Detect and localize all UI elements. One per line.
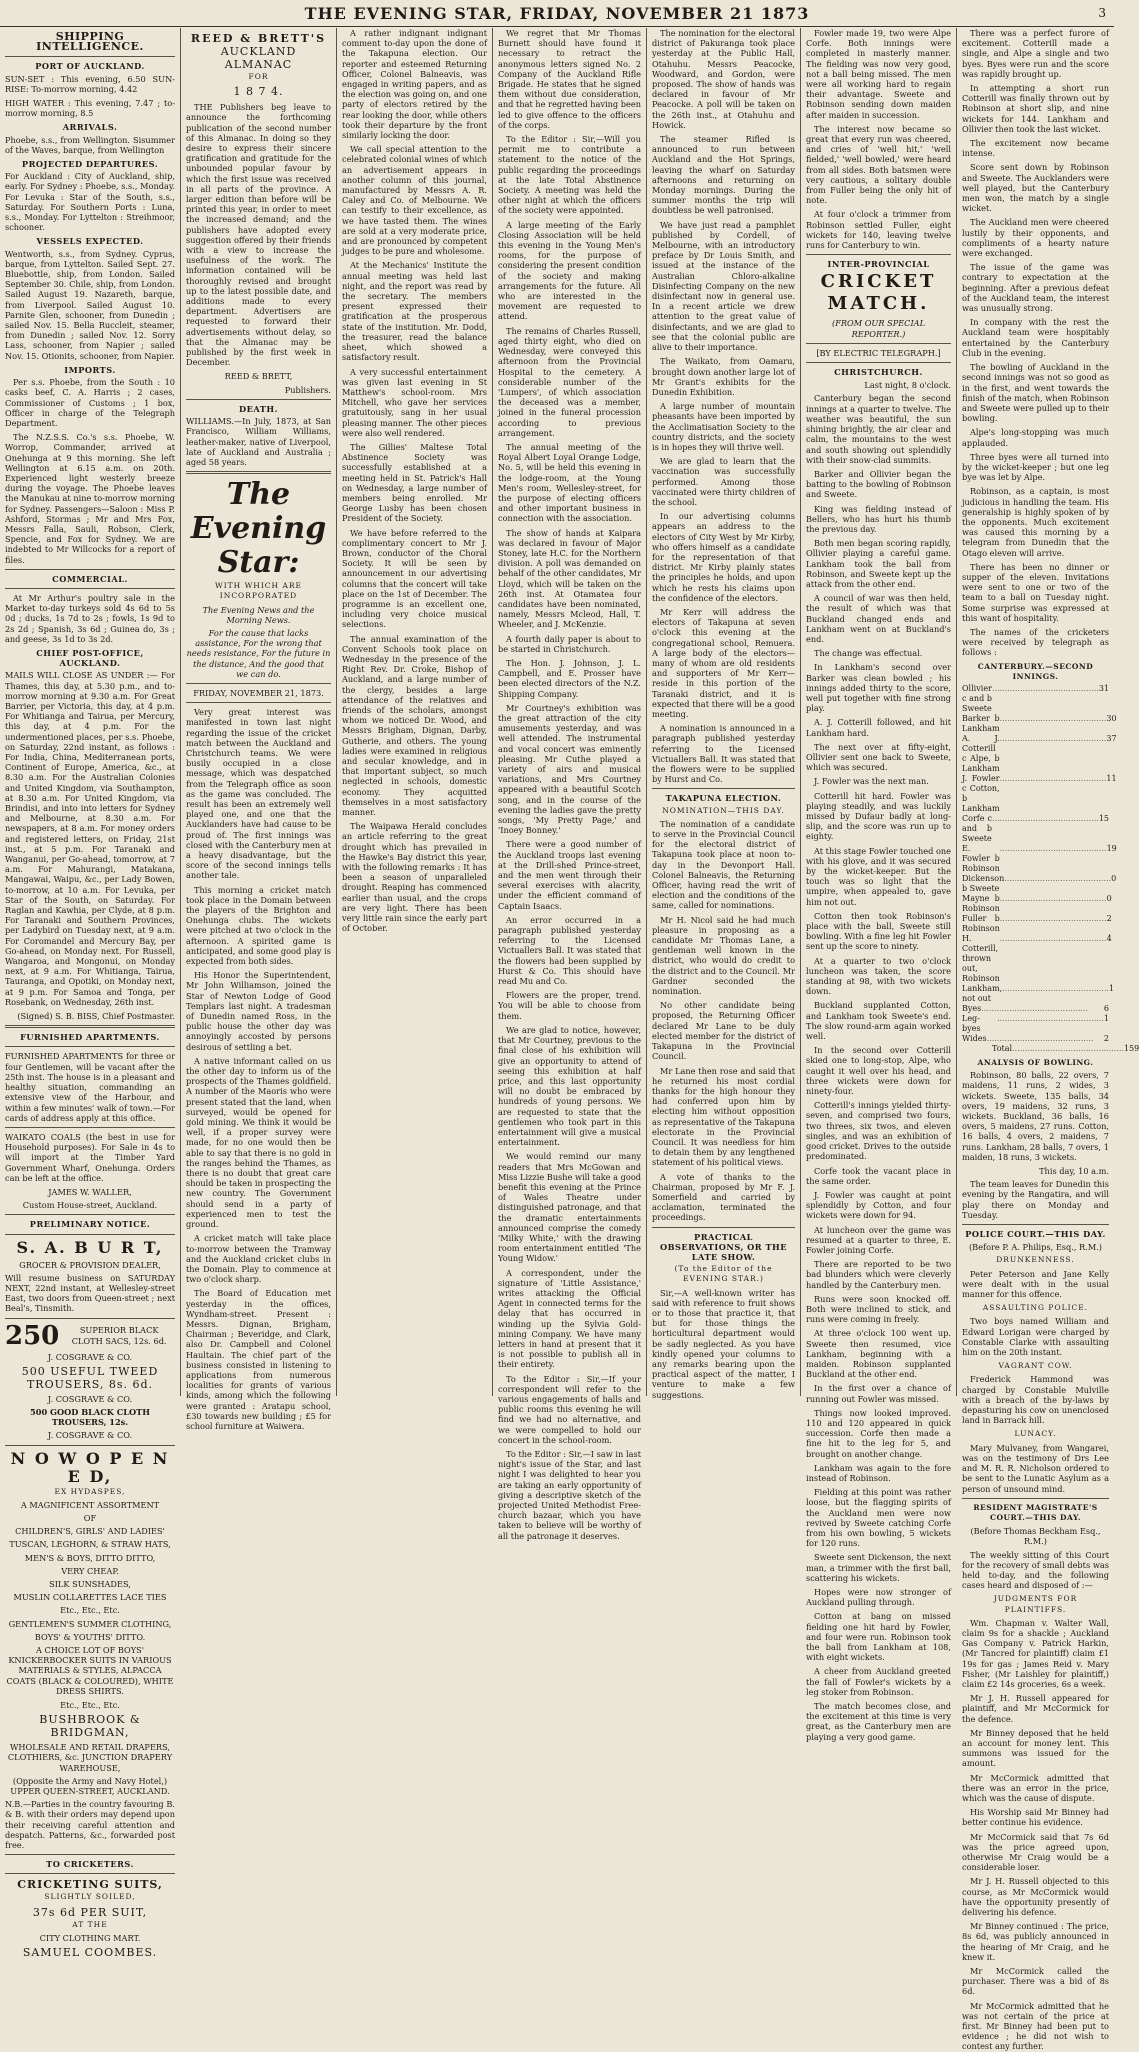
cricket-p28: Sweete sent Dickenson, the next man, a trimmer with the first ball, scattering his wickets. — [806, 1552, 951, 1583]
firm-address: (Opposite the Army and Navy Hotel,) UPPER QUEEN-STREET, AUCKLAND. — [10, 1775, 170, 1797]
shipping-heading: SHIPPING INTELLIGENCE. — [36, 30, 144, 54]
almanac-publishers: Publishers. — [284, 384, 331, 395]
cricket-p43: Robinson, as a captain, is most judicious in handling the team. His generalship is highly spoken of by the opponents. Much excitement was caused this morning by a telegram from Dunedin that the Otago eleven will arrive. — [962, 486, 1109, 558]
takapuna-sub: NOMINATION—THIS DAY. — [662, 805, 785, 815]
opened-line: OF — [83, 1512, 97, 1523]
resident-p9: Mr McCormick admitted that he was not certain of the price at first. Mr Binney had been put to evidence ; he did not wish to contest any further. — [962, 2000, 1109, 2052]
practical-text: Sir,—A well-known writer has said with reference to fruit shows or to those that practice it, that but for those things the horticultural department would be sadly neglected. As you have kindly opened your columns to any remarks bearing upon the practical aspect of the matter, I venture to make a few suggestions. — [652, 1287, 795, 1400]
judgments-heading: JUDGMENTS FOR PLAINTIFFS. — [993, 1594, 1078, 1614]
cricket-p18: Corfe took the vacant place in the same order. — [806, 1165, 951, 1186]
analysis-heading: ANALYSIS OF BOWLING. — [977, 1057, 1094, 1067]
resident-text: The weekly sitting of this Court for the recovery of small debts was held to-day, and the following cases heard and disposed of :— — [962, 1549, 1109, 1591]
cricket-p1: Canterbury began the second innings at a quarter to twelve. The weather was beautiful, the sun shining brightly, the air clear and calm, the mountains to the west and south showing out splendidly with their snow-clad summits. — [806, 393, 951, 465]
cricket-p31: The interest now became so great that every run was cheered, and cries of 'well hit,' 'well fielded,' 'well bowled,' were heard from all sides. Both batsmen were very cautious, a solitary double from Fuller being the only hit of note. — [806, 123, 951, 206]
cosgrave-2: J. COSGRAVE & CO. — [47, 1393, 133, 1404]
batsman-name: Byes — [962, 1003, 982, 1013]
batsman-name: A. J. Cotterill c Alpe, b Lankham — [962, 733, 1000, 773]
score-row: A. J. Cotterill c Alpe, b Lankham .......................................... 37 — [962, 733, 1117, 773]
resident-heading: RESIDENT MAGISTRATE'S COURT.—THIS DAY. — [973, 1502, 1098, 1522]
commercial-heading: COMMERCIAL. — [52, 573, 128, 584]
editorial-20: The show of hands at Kaipara was declared in favour of Major Stoney, late H.C. for the Northern division. A poll was demanded on behalf of the other candidates, Mr Lloyd, which will be taken on the 26th inst. At Otamatea four candidates have been nominated, namely, Messrs Mcleod, Hall, T. Wheeler, and J. McKenzie. — [498, 527, 641, 630]
post-office-signed: (Signed) S. B. BISS, Chief Postmaster. — [17, 1011, 175, 1022]
batsman-runs: 2 — [1106, 913, 1112, 923]
score-row: H. Cotterill, thrown out, Robinson .......................................... 4 — [962, 933, 1112, 983]
editorial-4: A native informant called on us the other day to inform us of the prospects of the Thames goldfield. A number of the Maoris who were present stated that the land, when surveyed, would be opened for gold mining. We think it would be well, if a proper survey were made, for no one would then be able to say that there is no gold in the ranges behind the Thames, as there is no doubt that great care should be taken in prospecting the new country. The Government should send in a party of experienced men to test the ground. — [186, 1055, 331, 1230]
batsman-name: Lankham, not out — [962, 983, 1003, 1003]
batsman-runs: 15 — [1098, 813, 1109, 823]
cricket-p14: At a quarter to two o'clock luncheon was taken, the score standing at 98, with two wickets down. — [806, 955, 951, 997]
cricketers-heading: TO CRICKETERS. — [46, 1859, 134, 1870]
editorial-1: Very great interest was manifested in town last night regarding the issue of the cricket match between the Auckland and Christchurch teams. We were busily occupied in a close message, which was despatched from the Telegraph office as soon as the game was concluded. The result has been an extremely well played one, and one that the Aucklanders have had cause to be proud of. The first innings was closed with the Canterbury men at a heavy disadvantage, but the score of the second innings tells another tale. — [186, 707, 331, 881]
editorial-2: This morning a cricket match took place in the Domain between the players of the Brighton and Onehunga clubs. The wickets were pitched at two o'clock in the afternoon. A spirited game is anticipated, and some good play is expected from both sides. — [186, 884, 331, 967]
firm-nb: N.B.—Parties in the country favouring B. & B. with their orders may depend upon their receiving careful attention and despatch. Patterns, &c., forwarded post free. — [5, 1799, 175, 1851]
cricket-p3: King was fielding instead of Bellers, who has hurt his thumb the previous day. — [806, 503, 951, 534]
resident-p6: Mr J. H. Russell objected to this course, as Mr McCormick would have the opportunity presently of delivering his defence. — [962, 1876, 1109, 1918]
score-row: E. Fowler b Robinson .......................................... 19 — [962, 843, 1117, 873]
editorial-27: We are glad to notice, however, that Mr Courtney, previous to the final close of his exhibition will give an opportunity to attend of seeing this exhibition at half price, and this last opportunity will no doubt be embraced by hundreds of young persons. We are requested to state that the gentlemen who took part in this entertainment will give a musical entertainment. — [498, 1024, 641, 1148]
incorporated-line: WITH WHICH ARE INCORPORATED — [214, 581, 302, 601]
issue-date: FRIDAY, NOVEMBER 21, 1873. — [193, 687, 324, 698]
editorial-11: A cricket match will take place to-morrow between the Tramway and the Auckland cricket clubs in the Domain. Play to commence at two o'clock sharp. — [186, 1233, 331, 1285]
editorial-29: A correspondent, under the signature of 'Little Assistance,' writes attacking the Official Agent in connected terms for the delay that has occurred in winding up the Sylvia Gold-mining Company. We have many letters in hand at present that it is not possible to publish all in their entirety. — [498, 1267, 641, 1370]
batsman-runs: 6 — [1103, 1003, 1109, 1013]
slightly-soiled: SLIGHTLY SOILED, — [44, 1892, 136, 1902]
score-row: Leg-byes .......................................... 1 — [962, 1013, 1109, 1033]
cricket-p39: In company with the rest the Auckland team were hospitably entertained by the Canterbury Club in the evening. — [962, 317, 1109, 358]
resident-p2: Mr Binney deposed that he held an account for money lent. This summons was issued for the amount. — [962, 1727, 1109, 1769]
dateline: Last night, 8 o'clock. — [864, 380, 951, 391]
drunkenness-heading: DRUNKENNESS. — [996, 1255, 1075, 1265]
incorporated-papers: The Evening News and the Morning News. — [202, 604, 315, 625]
resident-p3: Mr McCormick admitted that there was an error in the price, which was the cause of dispute. — [962, 1772, 1109, 1803]
editorial-37: We are glad to learn that the vaccination was successfully performed. Among those vaccinated were thirty children of the school. — [652, 456, 795, 507]
ex-hydaspes: EX HYDASPES, — [54, 1486, 126, 1496]
cricket-p13: Cotton then took Robinson's place with the ball, Sweete still bowling. With a fine leg hit Fowler sent up the score to ninety. — [806, 910, 951, 952]
editorial-40: A nomination is announced in a paragraph published yesterday referring to the Licensed Victuallers Ball. It was stated that the flowers were to be supplied by Hurst and Co. — [652, 723, 795, 785]
editorial-47: Cotton at bang on missed fielding one hit hard by Fowler, and four were run. Robinson took the ball from Lankham at 108, with eight wickets. — [806, 1611, 951, 1663]
column-5 — [647, 28, 800, 1400]
opened-line: MUSLIN COLLARETTES LACE TIES — [13, 1592, 167, 1603]
cricket-p23: At three o'clock 100 went up. Sweete then resumed, vice Lankham, beginning with a maiden. Robinson supplanted Buckland at the other end. — [806, 1328, 951, 1380]
electric-telegraph: [BY ELECTRIC TELEGRAPH.] — [816, 347, 941, 358]
opened-lines — [5, 1500, 175, 1642]
opened-line: MEN'S & BOYS, DITTO DITTO, — [24, 1552, 156, 1563]
cricket-p2: Barker and Ollivier began the batting to the bowling of Robinson and Sweete. — [806, 468, 951, 500]
batsman-runs: 30 — [1106, 713, 1117, 723]
cricket-p34: In attempting a short run Cotterill was finally thrown out by Robinson at short slip, and nine wickets for 144. Lankham and Ollivier then took the last wicket. — [962, 83, 1109, 134]
score-row: Corfe c and b Sweete .......................................... 15 — [962, 813, 1109, 843]
death-heading: DEATH. — [239, 403, 278, 414]
cloth-count: 250 — [5, 1320, 60, 1351]
special-reporter: (FROM OUR SPECIAL REPORTER.) — [831, 318, 926, 339]
cricket-p29: Hopes were now stronger of Auckland pulling through. — [806, 1587, 951, 1608]
editorial-31: To the Editor : Sir,—I saw in last night's issue of the Star, and last night I was delighted to hear you are taking an early opportunity of giving a descriptive sketch of the projected United Methodist Free-church bazaar, which you have taken to believe will be worthy of all the patronage it deserves. — [498, 1449, 641, 1541]
coombes-name: SAMUEL COOMBES. — [22, 1946, 158, 1960]
waikato-address: Custom House-street, Auckland. — [22, 1200, 158, 1211]
cricket-p21: There are reported to be two bad blunders which were cleverly handled by the Canterbury men. — [806, 1259, 951, 1290]
police-heading: POLICE COURT.—THIS DAY. — [965, 1229, 1106, 1240]
batsman-name: Wides — [962, 1033, 987, 1043]
christchurch: CHRISTCHURCH. — [834, 367, 923, 378]
editorial-22: The Hon. J. Johnson, J. L. Campbell, and E. Prosser have been elected directors of the N.Z. Shipping Company. — [498, 657, 641, 699]
editorial-24: There were a good number of the Auckland troops last evening at the Drill-shed Prince-street, and the men went through their several exercises with alacrity, under the efficient command of Captain Isaacs. — [498, 839, 641, 911]
batsman-name: Barker b Lankham — [962, 713, 1000, 733]
cricket-p27: Fielding at this point was rather loose, but the flagging spirits of the Auckland men were now revived by Sweete catching Corfe from his own bowling, 5 wickets for 120 runs. — [806, 1487, 951, 1549]
resident-p5: Mr McCormick said that 7s 6d was the price agreed upon, otherwise Mr Craig would be a considerable loser. — [962, 1831, 1109, 1873]
motto: For the cause that lacks assistance, For the wrong that needs resistance, For the future in the distance, And the good that we can do. — [186, 627, 331, 679]
cricket-p17: Cotterill's innings yielded thirty-seven, and comprised two fours, two threes, six twos, and eleven singles, and was an exhibition of good cricket. Drives to the outside predominated. — [806, 1100, 951, 1162]
masthead-title: THE EVENING STAR, FRIDAY, NOVEMBER 21 1873 — [304, 4, 810, 23]
opened-choice: A CHOICE LOT OF BOYS' KNICKERBOCKER SUITS IN VARIOUS MATERIALS & STYLES, ALPACCA COATS (BLACK & COLOURED), WHITE DRESS SHIRTS. — [6, 1645, 174, 1696]
cricket-p19: J. Fowler was caught at point splendidly by Cotton, and four wickets were down for 94. — [806, 1189, 951, 1221]
resident-p1: Mr J. H. Russell appeared for plaintiff, and Mr McCormick for the defence. — [962, 1693, 1109, 1724]
cricket-p7: In Lankham's second over Barker was clean bowled ; his innings added thirty to the score, well put together with fine strong play. — [806, 662, 951, 714]
editorial-13: The Board of Education met yesterday in the offices, Wyndham-street. Present : Messrs. Dignan, Brigham, Chairman ; Beveridge, and Clark, also Dr. Campbell and Colonel Haultain. The chief part of the business consisted in listening to applications from numerous localities for grants of various kinds, among which the following were granted : Aratapu school, £30 towards new building ; £5 for school furniture at Waiwera. — [186, 1288, 331, 1431]
imports: Per s.s. Phoebe, from the South : 10 casks beef, C. A. Harris ; 2 cases, Commissioner of Customs ; 1 box, Officer in charge of the Telegraph Department. — [5, 377, 175, 428]
column-7 — [957, 28, 1139, 2052]
batsman-runs: 37 — [1106, 733, 1117, 743]
practical-heading: PRACTICAL OBSERVATIONS, OR THE LATE SHOW. — [659, 1231, 788, 1262]
cricket-p15: Buckland supplanted Cotton, and Lankham took Sweete's end. The slow round-arm again worked well. — [806, 1000, 951, 1042]
cosgrave-1: J. COSGRAVE & CO. — [47, 1351, 133, 1362]
death-notice: WILLIAMS.—In July, 1873, at San Francisco, William Williams, leather-maker, native of Liverpool, late of Auckland and Australia ; aged 58 years. — [186, 416, 331, 467]
opened-line: CHILDREN'S, GIRLS' AND LADIES' — [15, 1526, 165, 1537]
clothing-mart: CITY CLOTHING MART. — [39, 1932, 141, 1943]
almanac-year: 1 8 7 4. — [233, 85, 284, 99]
cricket-p4: Both men began scoring rapidly, Ollivier playing a careful game. Lankham took the ball from Robinson, and Sweete kept up the attack from the other end. — [806, 538, 951, 589]
takapuna-1: The nomination of a candidate to serve in the Provincial Council for the electoral district of Takapuna took place at noon to-day in the Devonport Hall. Colonel Balneavis, the Returning Officer, having read the writ of election and the conditions of the same, called for nominations. — [652, 818, 795, 911]
score-row: Barker b Lankham .......................................... 30 — [962, 713, 1117, 733]
column-2 — [181, 28, 336, 1431]
almanac-ad — [186, 32, 331, 98]
cricket-p37: The Auckland men were cheered lustily by their opponents, and compliments of a hearty nature were exchanged. — [962, 217, 1109, 259]
batsman-name: J. Fowler c Cotton, b Lankham — [962, 773, 1000, 813]
suit-price: 37s 6d PER SUIT, — [32, 1905, 148, 1919]
editorial-10: The annual examination of the Convent Schools took place on Wednesday in the presence of the Right Rev. Dr. Croke, Bishop of Auckland, and a large number of the clergy, besides a large attendance of the relatives and friends of the scholars, amongst whom we noticed Dr. Wood, and Messrs Brigham, Dignan, Darby, Gutherie, and others. The young ladies were examined in religious and secular knowledge, and in that important subject, so much neglected in schools, domestic economy. They acquitted themselves in a most satisfactory manner. — [342, 633, 487, 818]
cricket-p6: The change was effectual. — [814, 648, 923, 659]
cricket-p30: Fowler made 19, two were Alpe Corfe. Both innings were completed in masterly manner. The fielding was now very good, not a ball being missed. The men were all working hard to regain their advantage. Sweete and Robinson sending down maiden after maiden in succession. — [806, 28, 951, 120]
firm-name: BUSHBROOK & BRIDGMAN, — [39, 1713, 141, 1740]
at-the: AT THE — [72, 1919, 108, 1929]
editorial-9: We have before referred to the complimentary concert to Mr J. Brown, conductor of the Choral Society. It will be seen by announcement in our advertising columns that the concert will take place on the 1st of December. The programme is an excellent one, including very choice musical selections. — [342, 527, 487, 630]
cricket-p35: The excitement now became intense. — [962, 138, 1109, 159]
batsman-runs: 0 — [1106, 893, 1112, 903]
expected: Wentworth, s.s., from Sydney. Cyprus, barque, from Lyttelton. Sailed Sept. 27. Bluebottle, ship, from London. Sailed September 30. Chile, ship, from London. Sailed August 19. Nazareth, barque, from Liverpool. Sailed August 10. Parnite Glen, schooner, from Dunedin ; sailed Nov. 15. Bella Ruccleit, steamer, from Dunedin ; sailed Nov. 12. Sorry Lass, schooner, from Napier ; sailed Nov. 15. Otionits, schooner, from Napier. — [5, 248, 175, 361]
batsman-name: H. Cotterill, thrown out, Robinson — [962, 933, 1000, 983]
cricket-p25: Things now looked improved. 110 and 120 appeared in quick succession. Corfe then made a fine hit to the leg for 5, and brought on another change. — [806, 1407, 951, 1459]
arrivals: Phoebe, s.s., from Wellington. Sisummer of the Waves, barque, from Wellington — [5, 134, 175, 155]
score-row: Fuller b Robinson .......................................... 2 — [962, 913, 1112, 933]
takapuna-5: A vote of thanks to the Chairman, proposed by Mr F. J. Somerfield and carried by acclamation, terminated the proceedings. — [652, 1171, 795, 1223]
editorial-18: The remains of Charles Russell, aged thirty eight, who died on Wednesday, were conveyed this afternoon from the Provincial Hospital to the cemetery. A considerable number of the 'Lumpers', of which association the deceased was a member, joined in the funeral procession according to previous arrangement. — [498, 325, 641, 438]
column-3 — [337, 28, 492, 1396]
reed-brett-title: REED & BRETT'S — [190, 32, 327, 45]
takapuna-heading: TAKAPUNA ELECTION. — [665, 793, 782, 804]
score-row: J. Fowler c Cotton, b Lankham .......................................... 11 — [962, 773, 1117, 813]
vagrant: Frederick Hammond was charged by Constable Mulville with a breach of the by-laws by depasturing his cow on unenclosed land in Barrack hill. — [962, 1374, 1109, 1426]
tweed-line: 500 USEFUL TWEED TROUSERS, 8s. 6d. — [21, 1364, 159, 1391]
resident-p7: Mr Binney continued : The price, 8s 6d, was publicly announced in the hearing of Mr Craig, and he knew it. — [962, 1921, 1109, 1962]
batsman-name: E. Fowler b Robinson — [962, 843, 1000, 873]
opened-line: VERY CHEAP. — [61, 1565, 119, 1576]
cricket-p40: The bowling of Auckland in the second innings was not so good as in the first, and went towards the finish of the match, when Robinson and Sweete were pulled up to their bowling. — [962, 362, 1109, 424]
cricket-p22: Runs were soon knocked off. Both were inclined to stick, and runs were coming in freely. — [806, 1293, 951, 1325]
opened-line: BOYS' & YOUTHS' DITTO. — [34, 1631, 146, 1642]
score-row: Byes .......................................... 6 — [962, 1003, 1109, 1013]
cricket-p12: At this stage Fowler touched one with his glove, and it was secured by the wicket-keeper. But the touch was so light that the umpire, when appealed to, gave him not out. — [806, 845, 951, 907]
opened-line: GENTLEMEN'S SUMMER CLOTHING, — [8, 1618, 172, 1629]
cricket-p8: A. J. Cotterill followed, and hit Lankham hard. — [806, 717, 951, 738]
cricket-p36: Score sent down by Robinson and Sweete. The Aucklanders were well played, but the Canterbury men won, the match by a single wicket. — [962, 162, 1109, 214]
editorial-14: A rather indignant indignant comment to-day upon the done of the Takapuna election. Our reporter and esteemed Returning Officer, Colonel Balneavis, was engaged in writing papers, and as the election was going on, and one party of electors retired by the rear looking the door, while others took their departure by the front similarly locking the door. — [342, 28, 487, 141]
resident-before: (Before Thomas Beckham Esq., R.M.) — [970, 1526, 1101, 1547]
opened-line: Etc., Etc., Etc. — [60, 1605, 120, 1616]
score-row: Dickenson b Sweete .......................................... 0 — [962, 873, 1117, 893]
batsman-name: Fuller b Robinson — [962, 913, 1000, 933]
cricket-p33: There was a perfect furore of excitement. Cotterill made a single, and Alpe a single and two byes. Byes were run and the score was rapidly brought up. — [962, 28, 1109, 79]
editorial-30: To the Editor : Sir,—If your correspondent will refer to the various engagements of halls and public rooms this evening he will find we had no alternative, and we were compelled to hold our concert in the school-room. — [498, 1373, 641, 1445]
editorial-15: We regret that Mr Thomas Burnett should have found it necessary to retract the anonymous letters signed No. 2 Company of the Auckland Rifle Brigade. He states that he signed them without due consideration, and that he regretted having been led to give offence to the officers of the corps. — [498, 28, 641, 130]
trousers-line: 500 GOOD BLACK CLOTH TROUSERS, 12s. — [30, 1406, 150, 1428]
cricket-p24: In the first over a chance of running out Fowler was missed. — [806, 1383, 951, 1404]
editorial-8: The Gillies' Maltese Total Abstinence Society was successfully established at a meeting held in St. Patrick's Hall on Wednesday, a large number of members being enrolled. Mr George Lusby has been chosen President of the Society. — [342, 441, 487, 524]
cricket-p41: Alpe's long-stopping was much applauded. — [962, 427, 1109, 448]
editorial-48: A cheer from Auckland greeted the fall of Fowler's wickets by a leg stoker from Robinson. — [806, 1666, 951, 1697]
opened-etc: Etc., Etc., Etc. — [60, 1700, 120, 1711]
now-opened: N O W O P E N E D, — [10, 1448, 170, 1486]
editorial-33: The steamer Rifled is announced to run between Auckland and the Hot Springs, leaving the wharf on Saturday afternoons and returning on Monday mornings. During the summer months the trip will doubtless be well patronised. — [652, 134, 795, 216]
editorial-36: A large number of mountain pheasants have been imported by the Acclimatisation Society to the country districts, and the society is in hopes they will thrive well. — [652, 401, 795, 452]
preliminary-heading: PRELIMINARY NOTICE. — [29, 1219, 151, 1230]
batsman-runs: 19 — [1106, 843, 1117, 853]
batsman-runs: 31 — [1098, 683, 1109, 693]
port-heading: PORT OF AUCKLAND. — [35, 61, 145, 72]
firm-sub: WHOLESALE AND RETAIL DRAPERS, CLOTHIERS, &c. JUNCTION DRAPERY WAREHOUSE, — [7, 1742, 173, 1773]
batsman-runs: 2 — [1103, 1033, 1109, 1043]
cricket-p5: A council of war was then held, the result of which was that Buckland changed ends and Lankham went on at Buckland's end. — [806, 593, 951, 644]
score-heading: CANTERBURY.—SECOND INNINGS. — [977, 661, 1094, 681]
editorial-12: The Waipawa Herald concludes an article referring to the great drought which has prevailed in the Hawke's Bay district this year, with the following remarks : It has been a season of unparalleled drought. Reaping has commenced earlier than usual, and the crops are very light. There has been very little rain since the early part of October. — [342, 821, 487, 934]
editorial-25: An error occurred in a paragraph published yesterday referring to the Licensed Victuallers Ball. It was stated that the flowers had been supplied by Hurst & Co. This should have read Mu and Co. — [498, 914, 641, 987]
cricket-p10: J. Fowler was the next man. — [814, 776, 929, 787]
opened-line: A MAGNIFICENT ASSORTMENT — [20, 1499, 160, 1510]
almanac-title: AUCKLAND ALMANAC — [220, 45, 297, 71]
vagrant-heading: VAGRANT COW. — [998, 1361, 1073, 1371]
cloth-line: SUPERIOR BLACK CLOTH SACS, 12s. 6d. — [71, 1325, 167, 1346]
almanac-sign: REED & BRETT, — [224, 371, 293, 382]
takapuna-3: No other candidate being proposed, the Returning Officer declared Mr Lane to be duly elected member for the district of Takapuna in the Provincial Council. — [652, 1000, 795, 1062]
post-office-heading: CHIEF POST-OFFICE, AUCKLAND. — [36, 647, 144, 669]
editorial-23: Mr Courtney's exhibition was the great attraction of the city amusements yesterday, and was well attended. The instrumental and vocal concert was eminently pleasing. Mr Cuthe played a variety of airs and musical variations, and Mrs Courtney appeared with a beautiful Scotch song, and in the course of the evening the ladies gave the pretty songs, 'My Pretty Page,' and 'Inoey Bonney.' — [498, 702, 641, 836]
cricket-p46: The team leaves for Dunedin this evening by the Rangatira, and will play there on Monday and Tuesday. — [962, 1179, 1109, 1220]
resident-p8: Mr McCormick called the purchaser. There was a bid of 8s 6d. — [962, 1966, 1109, 1997]
departures: For Auckland : City of Auckland, ship, early. For Sydney : Phoebe, s.s., Monday. For Levuka : Star of the South, s.s., Saturday. For Southern Ports : Luna, s.s., Monday. For Lyttelton : Streihmoor, schooner. — [5, 171, 175, 233]
departures-heading: PROJECTED DEPARTURES. — [21, 159, 159, 170]
judgments: Wm. Chapman v. Walter Wall, claim 9s for a shackle ; Auckland Gas Company v. Patrick Harkin, (Mr Tancred for plaintiff) claim £1 19s for gas ; James Reid v. Mary Fisher, (Mr Laishley for plaintiff,) claim £2 14s groceries, 6s a week. — [962, 1617, 1109, 1689]
imports-heading: IMPORTS. — [64, 364, 116, 375]
cricket-p38: The issue of the game was contrary to expectation at the beginning. After a previous defeat of the Auckland team, the interest was unusually strong. — [962, 262, 1109, 314]
batsman-name: Mayne b Robinson — [962, 893, 1000, 913]
editorial-17: A large meeting of the Early Closing Association will be held this evening in the Young Men's rooms, for the purpose of considering the present condition of the society and making arrangements for the future. All who are interested in the movement are requested to attend. — [498, 219, 641, 322]
scorecard — [962, 683, 1117, 1044]
editorial-19: The annual meeting of the Royal Albert Loyal Orange Lodge, No. 5, will be held this evening in the lodge-room, at the Young Men's room, Wellesley-street, for the purpose of electing officers and other important business in connection with the association. — [498, 441, 641, 524]
cricket-p26: Lankham was again to the fore instead of Robinson. — [806, 1462, 951, 1483]
cricket-heading: INTER-PROVINCIAL — [827, 259, 930, 270]
commercial-text: At Mr Arthur's poultry sale in the Market to-day turkeys sold 4s 6d to 5s 0d ; ducks, 1s 7d to 2s ; fowls, 1s 9d to 2s 2d ; Spanish, 3s 6d ; Guinea do, 3s ; and geese, 3s 1d to 3s 2d. — [5, 592, 175, 644]
phoebe-report: The N.Z.S.S. Co.'s s.s. Phoebe, W. Worrop, Commander, arrived at Onehunga at 9 this morning. She left Wellington at 6.15 a.m. on 20th. Experienced light westerly breeze during the voyage. The Phoebe leaves the Manukau at nine to-morrow morning for Sydney. Passengers—Saloon : Miss P. Ashford, Stormas ; Mr and Mrs Fox, Messrs Falla, Sauli, Robson, Clerk, Spencie, and Fox for Sydney. We are indebted to Mr Willcocks for a report of files. — [5, 432, 175, 565]
batsman-runs: 1 — [1103, 1013, 1109, 1023]
column-4 — [493, 28, 646, 1541]
batsman-runs: 4 — [1106, 933, 1112, 943]
batsman-name: Leg-byes — [962, 1013, 981, 1033]
score-row: Wides .......................................... 2 — [962, 1033, 1109, 1043]
cricket-p42: Three byes were all turned into by the wicket-keeper ; but one leg bye was let by Alpe. — [962, 451, 1109, 483]
opened-line: TUSCAN, LEGHORN, & STRAW HATS, — [9, 1539, 171, 1550]
opened-line: SILK SUNSHADES, — [49, 1578, 131, 1589]
total-runs: 159 — [1123, 1043, 1139, 1053]
resident-p4: His Worship said Mr Binney had better continue his evidence. — [962, 1807, 1109, 1828]
burt-text: Will resume business on SATURDAY NEXT, 22nd instant, at Wellesley-street East, two doors from Queen-street ; next Beal's, Tinsmith. — [5, 1272, 175, 1314]
almanac-text: THE Publishers beg leave to announce the forthcoming publication of the second number of this Almanac. In doing so they desire to express their sincere gratification and gratitude for the unbounded popular favour by which the first issue was received in all parts of the province. A larger edition than before will be printed this year, in order to meet the increased demand; and the publishers have adopted every suggestion offered by their friends with a view to increase the usefulness of the work. The information contained will be thoroughly revised and brought up to the latest possible date, and additions made to every department. Advertisers are requested to forward their advertisements without delay, so that the Almanac may be published by the first week in December. — [186, 102, 331, 368]
cricket-p45: The names of the cricketers were received by telegraph as follows : — [962, 626, 1109, 658]
lunacy-heading: LUNACY. — [1014, 1429, 1057, 1439]
cricket-p16: In the second over Cotterill skied one to long-stop, Alpe, who caught it well over his head, and three wickets were down for ninety-four. — [806, 1045, 951, 1097]
apartments-heading: FURNISHED APARTMENTS. — [20, 1032, 160, 1043]
score-row: Mayne b Robinson .......................................... 0 — [962, 893, 1112, 913]
drunkenness: Peter Peterson and Jane Kelly were dealt with in the usual manner for this offence. — [962, 1268, 1109, 1300]
cricket-p9: The next over at fifty-eight, Ollivier sent one back to Sweete, which was secured. — [806, 741, 951, 773]
editorial-21: A fourth daily paper is about to be started in Christchurch. — [498, 633, 641, 654]
practical-sub: (To the Editor of the EVENING STAR.) — [674, 1264, 773, 1284]
lunacy: Mary Mulvaney, from Wangarei, was on the testimony of Drs Lee and M. R. R. Nicholson ordered to be sent to the Lunatic Asylum as a person of unsound mind. — [962, 1442, 1109, 1494]
editorial-38: In our advertising columns appears an address to the electors of City West by Mr Kirby, who offers himself as a candidate for the representation of that district. Mr Kirby plainly states the principles he holds, and upon which he rests his claims upon the confidence of the electors. — [652, 511, 795, 603]
arrivals-heading: ARRIVALS. — [62, 122, 118, 133]
sun-times: SUN-SET : This evening, 6.50 SUN-RISE: To-morrow morning, 4.42 — [5, 73, 175, 94]
masthead — [0, 0, 1114, 27]
takapuna-4: Mr Lane then rose and said that he returned his most cordial thanks for the high honour they had conferred upon him by electing him without opposition as representative of the Takapuna electorate in the Provincial Council. It was needless for him to detain them by any lengthened statement of his political views. — [652, 1065, 795, 1168]
total-label: Total — [992, 1043, 1013, 1053]
editorial-26: Flowers are the proper, trend. You will be able to choose from them. — [498, 990, 641, 1021]
waikato-text: WAIKATO COALS (the best in use for Household purposes). For Sale in 4s to will import at the Timber Yard Government Wharf, Onehunga. Orders can be left at the office. — [5, 1131, 175, 1183]
editorial-3: His Honor the Superintendent, Mr John Williamson, joined the Star of Newton Lodge of Good Templars last night. A tradesman of Dunedin named Ross, in the public house the other day was annoyingly accosted by persons desirous of settling a bet. — [186, 970, 331, 1052]
bowling-analysis: Robinson, 80 balls, 22 overs, 7 maidens, 11 runs, 2 wides, 3 wickets. Sweete, 135 balls, 34 overs, 19 maidens, 32 runs, 3 wickets. Buckland, 36 balls, 16 overs, 5 maidens, 27 runs. Cotton, 16 balls, 4 overs, 2 maidens, 7 runs. Lankham, 28 balls, 7 overs, 1 maiden, 18 runs, 3 wickets. — [962, 1070, 1109, 1162]
apartments-text: FURNISHED APARTMENTS for three or four Gentlemen, will be vacant after the 25th inst. The house is in a pleasant and healthy situation, commanding an extensive view of the Harbour, and within a few minutes' walk of town.—For cards of address apply at this office. — [5, 1051, 175, 1123]
editorial-35: The Waikato, from Oamaru, brought down another large lot of Mr Grant's exhibits for the Dunedin Exhibition. — [652, 356, 795, 397]
editorial-32: The nomination for the electoral district of Pakuranga took place yesterday at the Public Hall, Otahuhu. Messrs Peacocke, Woodward, and Gordon, were proposed. The show of hands was declared in favour of Mr Peacocke. A poll will be taken on the 26th inst., at Otahuhu and Howick. — [652, 28, 795, 130]
this-day: This day, 10 a.m. — [1039, 1166, 1109, 1177]
editorial-49: The match becomes close, and the excitement at this time is very great, as the Canterbury men are playing a very good game. — [806, 1701, 951, 1742]
score-row: Ollivier c and b Sweete .......................................... 31 — [962, 683, 1109, 713]
batsman-name: Ollivier c and b Sweete — [962, 683, 992, 713]
expected-heading: VESSELS EXPECTED. — [36, 236, 144, 247]
almanac-for: FOR — [248, 72, 269, 81]
black-cloth-ad — [5, 1320, 175, 1351]
editorial-16: To the Editor : Sir,—Will you permit me to contribute a statement to the notice of the public regarding the proceedings at the late Total Abstinence Society. A meeting was held the other night at which the officers of the society were appointed. — [498, 134, 641, 216]
cricketing-suits: CRICKETING SUITS, — [17, 1878, 163, 1892]
batsman-name: Dickenson b Sweete — [962, 873, 1005, 893]
editorial-28: We would remind our many readers that Mrs McGowan and Miss Lizzie Bushe will take a good benefit this evening at the Prince of Wales Theatre under distinguished patronage, and that the dramatic entertainments announced comprise the comedy 'Milky White,' with the drawing room entertainment entitled 'The Young Widow.' — [498, 1151, 641, 1264]
post-office-text: MAILS WILL CLOSE AS UNDER :— For Thames, this day, at 5.30 p.m., and to-morrow morning at 9.30 a.m. For Great Barrier, per Victoria, this day, at 4 p.m. For Whitianga and Tairua, per Mercury, this day, at 4 p.m. For the undermentioned places, per s.s. Phoebe, on Saturday, 22nd instant, as follows : For India, China, Mediterranean ports, Continent of Europe, America, &c., at 8.30 a.m. For the Australian Colonies and United Kingdom, via Southampton, at 8.30 a.m. For United Kingdom, via Brindisi, and into into letters for Sydney and Melbourne, at 8.30 a.m. For newspapers, at 8 a.m. For money orders and registered letters, on Friday, 21st inst., at 5 p.m. For Taranaki and Wanganui, per Go-ahead, tomorrow, at 7 a.m. For Mahurangi, Matakana, Mangawai, Waipu, &c., per Lady Bowen, to-morrow, at 10 a.m. For Levuka, per Star of the South, on Saturday. For Raglan and Kawhia, per Clyde, at 8 p.m. For Taranaki and Southern Provinces, per Ladybird on Tuesday next, at 9 a.m. For Coromandel and Mercury Bay, per Go-ahead, on Monday next. For Russell, Wangaroa, and Mongonui, on Monday next, at 9 a.m. For Whitianga, Tairua, Tauranga, and Opotiki, on Monday next, at 9 p.m. For Samoa and Tonga, per Rosebank, on Wednesday, 26th inst. — [5, 670, 175, 1007]
editorial-5: We call special attention to the celebrated colonial wines of which an advertisement appears in another column of this journal, manufactured by Messrs A. R. Caley and Co. of Melbourne. We can testify to their excellence, as we have tasted them. The wines are sold at a very moderate price, and are pronounced by competent judges to be pure and wholesome. — [342, 144, 487, 257]
batsman-name: Corfe c and b Sweete — [962, 813, 992, 843]
cricket-p32: At four o'clock a trimmer from Robinson settled Fuller, eight wickets for 140, leaving twelve runs for Canterbury to win. — [806, 209, 951, 251]
column-6 — [801, 28, 956, 1742]
police-before: (Before P. A. Philips, Esq., R.M.) — [968, 1242, 1102, 1253]
evening-star-title: The Evening Star: — [190, 477, 327, 581]
assault: Two boys named William and Edward Lorigan were charged by Constable Clarke with assaulting him on the 20th instant. — [962, 1316, 1109, 1358]
assault-heading: ASSAULTING POLICE. — [982, 1303, 1089, 1313]
editorial-39: Mr Kerr will address the electors of Takapuna at seven o'clock this evening at the congregational school, Remuera. A large body of the electors—many of whom are old residents and supporters of Mr Kerr—reside in this portion of the Taranaki district, and it is expected that there will be a good meeting. — [652, 606, 795, 719]
burt-name: S. A. B U R T, — [16, 1237, 164, 1257]
editorial-34: We have just read a pamphlet published by Cordell, of Melbourne, with an introductory preface by Dr Louis Smith, and issued at the instance of the Australian Chloro-alkaline Disinfecting Company on the new disinfectant now in general use. In a recent article we drew attention to the great value of disinfectants, and we are glad to see that the colonial public are alive to their importance. — [652, 219, 795, 353]
batsman-runs: 11 — [1106, 773, 1117, 783]
score-total-row: Total ............................................ 159 — [992, 1043, 1139, 1053]
high-water: HIGH WATER : This evening, 7.47 ; to-morrow morning, 8.5 — [5, 98, 175, 119]
score-row: Lankham, not out .......................................... 1 — [962, 983, 1115, 1003]
batsman-runs: 0 — [1111, 873, 1117, 883]
cosgrave-3: J. COSGRAVE & CO. — [47, 1430, 133, 1441]
cricket-title: CRICKET MATCH. — [820, 271, 937, 315]
page-number: 3 — [1098, 6, 1106, 20]
waikato-name: JAMES W. WALLER, — [48, 1186, 132, 1197]
cricket-p44: There has been no dinner or supper of the eleven. Invitations were sent to one or two of the team to a ball on Tuesday night. Some surprise was expressed at this want of hospitality. — [962, 561, 1109, 623]
batsman-runs: 1 — [1108, 983, 1115, 993]
cricket-p20: At luncheon over the game was resumed at a quarter to three, E. Fowler joining Corfe. — [806, 1224, 951, 1255]
editorial-7: A very successful entertainment was given last evening in St Matthew's school-room. Mrs Mitchell, who gave her services gratuitously, sang in her usual pleasing manner. The other pieces were also well rendered. — [342, 366, 487, 438]
cricket-p11: Cotterill hit hard. Fowler was playing steadily, and was luckily missed by Dufaur badly at long-slip, and the score was run up to eighty. — [806, 790, 951, 842]
burt-sub: GROCER & PROVISION DEALER, — [19, 1259, 161, 1270]
editorial-6: At the Mechanics' Institute the annual meeting was held last night, and the report was read by the secretary. The members present expressed their gratification at the prosperous state of the institution. Mr. Dodd, the treasurer, read the balance sheet, which showed a satisfactory result. — [342, 260, 487, 363]
column-1 — [0, 28, 180, 1960]
takapuna-2: Mr H. Nicol said he had much pleasure in proposing as a candidate Mr Thomas Lane, a gentleman well known in the district, who would do credit to the district and to the Council. Mr Gardner seconded the nomination. — [652, 914, 795, 997]
